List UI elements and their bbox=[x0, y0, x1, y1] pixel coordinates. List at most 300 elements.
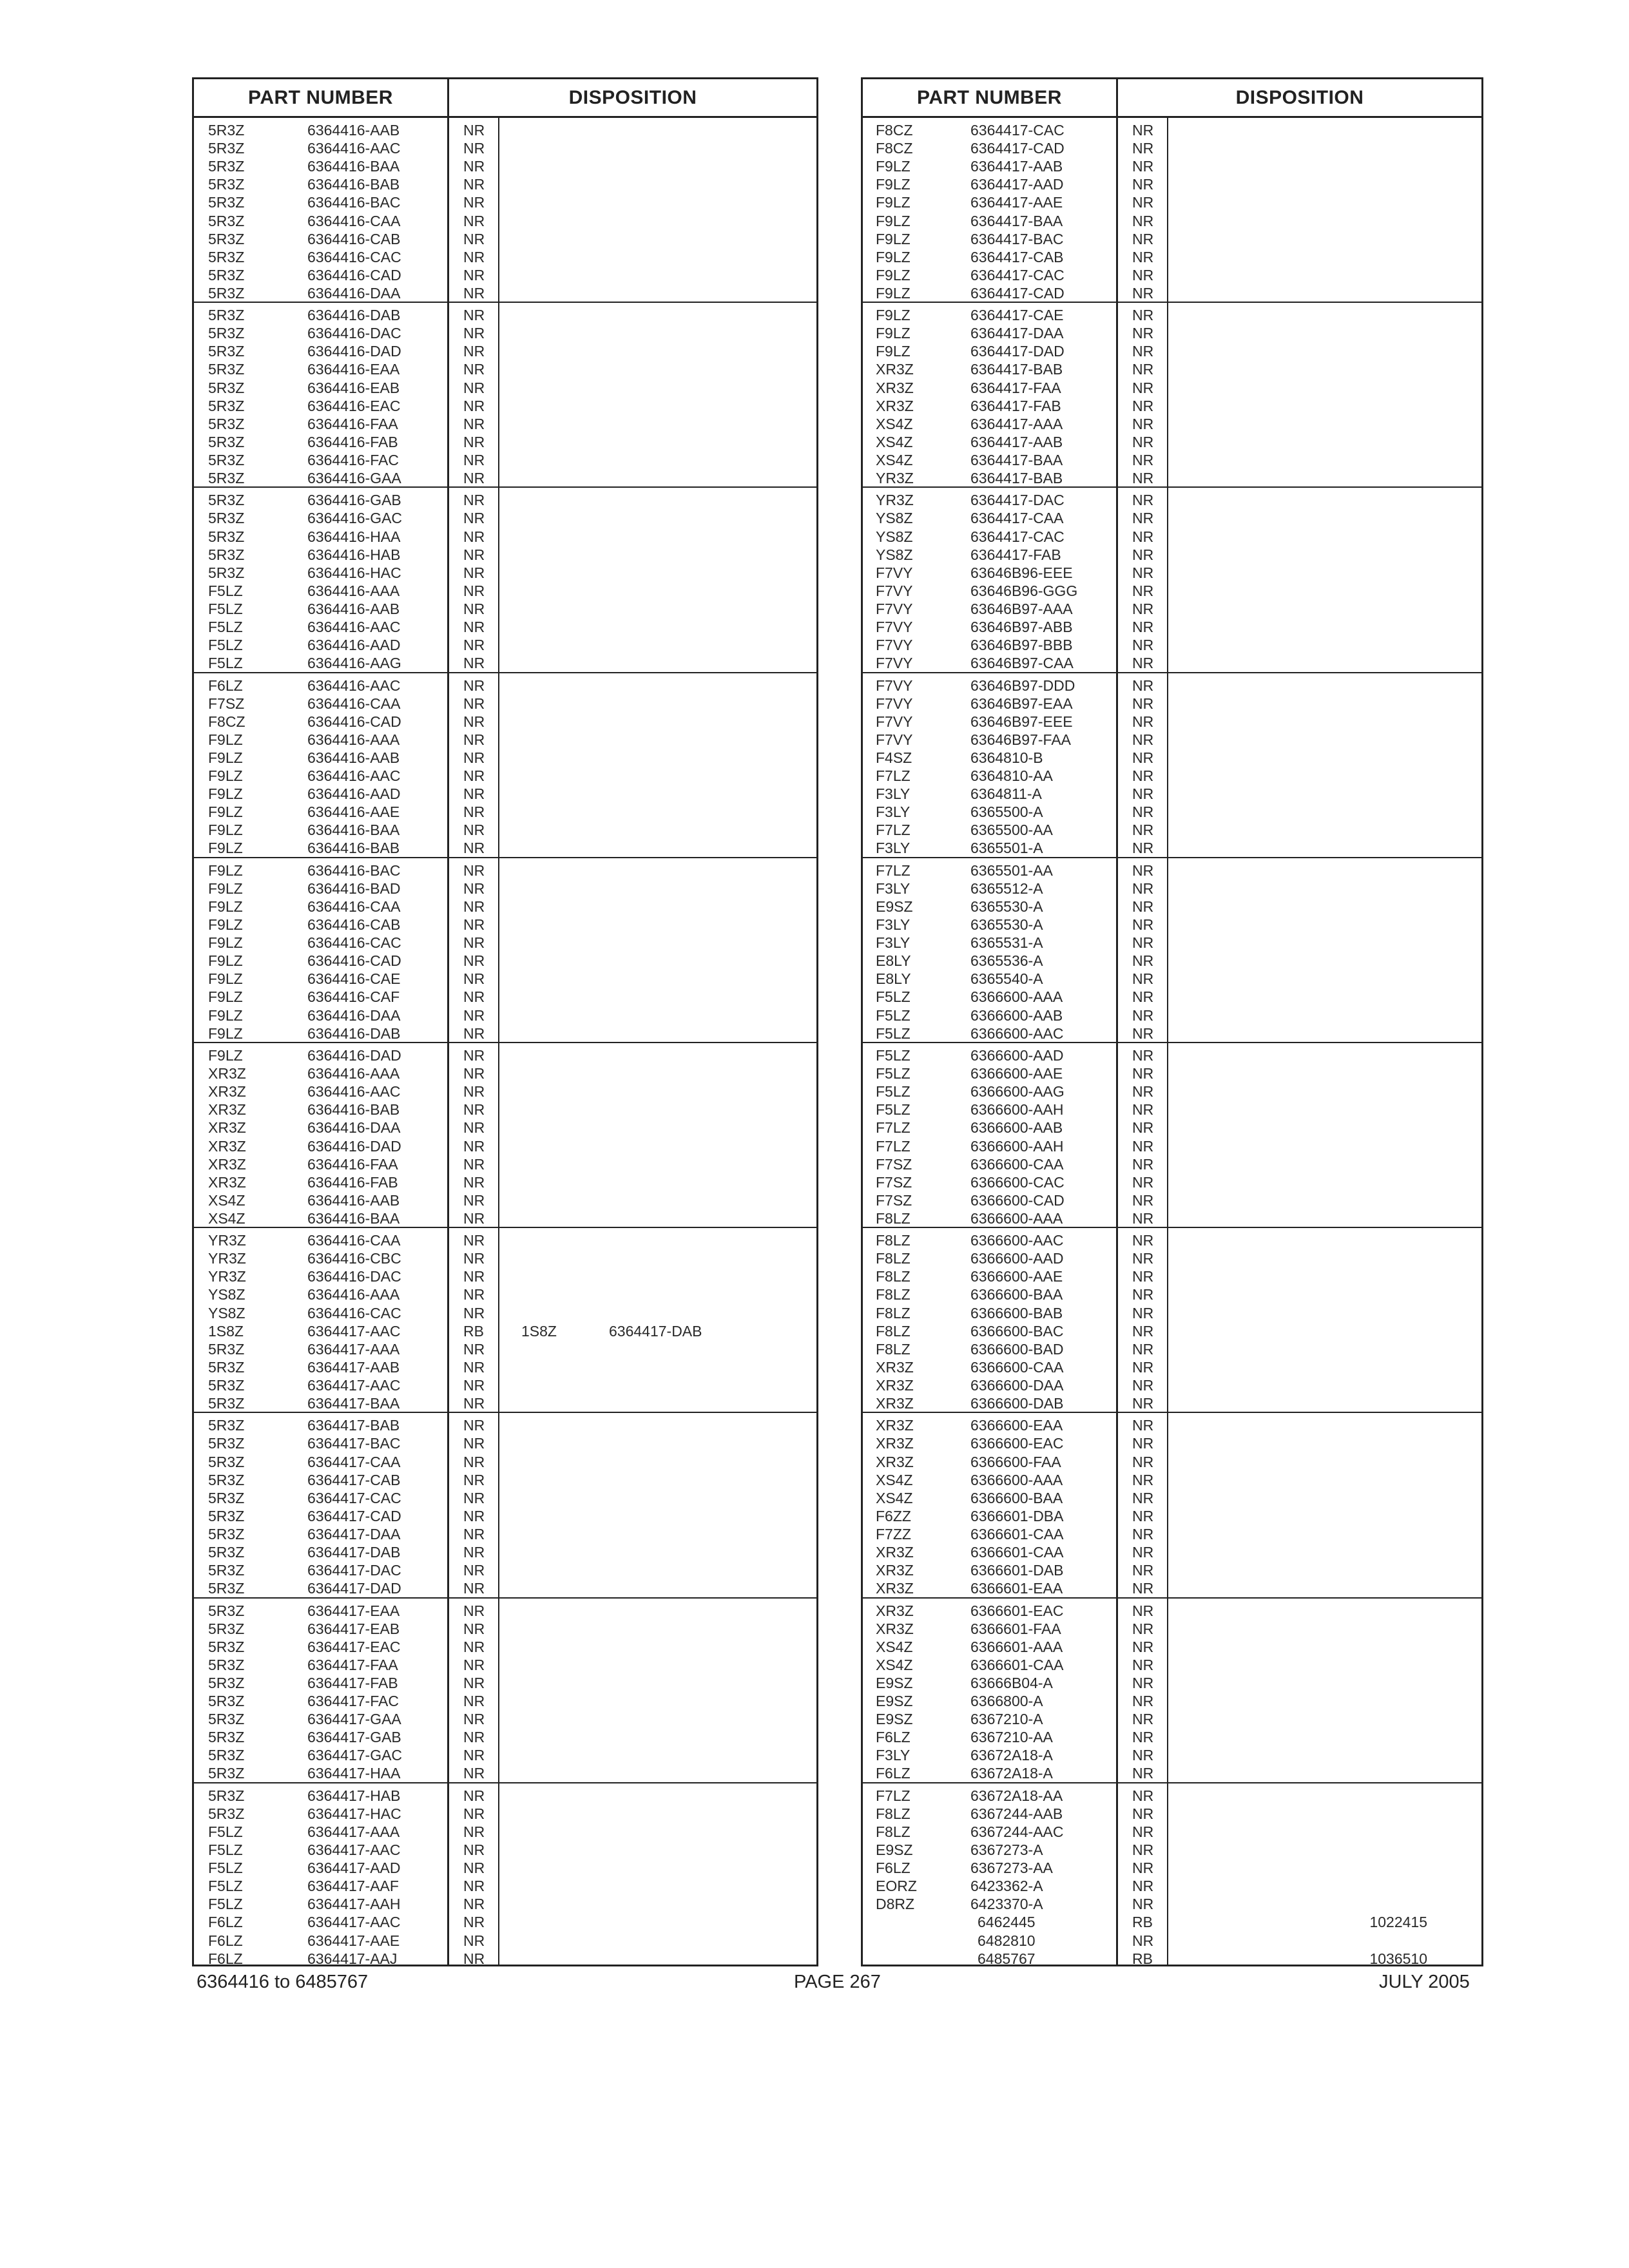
row-group bbox=[863, 858, 1481, 1043]
part-number: 6364416-DAD bbox=[307, 1137, 401, 1155]
disposition-code: NR bbox=[463, 451, 485, 468]
part-number: 6482810 bbox=[978, 1932, 1036, 1949]
part-prefix: 5R3Z bbox=[208, 1620, 245, 1637]
part-prefix: XR3Z bbox=[208, 1101, 246, 1119]
table-row bbox=[194, 343, 816, 361]
part-prefix: 5R3Z bbox=[208, 1489, 245, 1506]
disposition-code: NR bbox=[1132, 1693, 1154, 1710]
part-number: 6364417-FAC bbox=[307, 1693, 399, 1710]
table-row bbox=[194, 731, 816, 749]
disposition-code: NR bbox=[463, 1453, 485, 1470]
disposition-code: NR bbox=[1132, 307, 1154, 324]
disposition-code: NR bbox=[1132, 619, 1154, 636]
part-prefix: 5R3Z bbox=[208, 1435, 245, 1452]
page-range: 6364416 to 6485767 bbox=[197, 1972, 369, 1992]
part-prefix: XR3Z bbox=[876, 1544, 914, 1561]
part-prefix: XS4Z bbox=[876, 1471, 913, 1488]
part-prefix: 5R3Z bbox=[208, 1453, 245, 1470]
part-prefix: 5R3Z bbox=[208, 433, 245, 450]
part-prefix: F9LZ bbox=[208, 861, 243, 879]
disposition-code: NR bbox=[463, 1209, 485, 1227]
part-prefix: F9LZ bbox=[876, 266, 911, 284]
table-row bbox=[863, 1435, 1481, 1453]
part-prefix: 5R3Z bbox=[208, 1358, 245, 1376]
part-number: 6364417-BAA bbox=[307, 1395, 400, 1412]
part-prefix: F9LZ bbox=[876, 194, 911, 211]
part-prefix: F7VY bbox=[876, 713, 913, 730]
row-group bbox=[194, 1413, 816, 1598]
disposition-code: NR bbox=[1132, 1544, 1154, 1561]
part-prefix: 5R3Z bbox=[208, 343, 245, 360]
part-prefix: F5LZ bbox=[208, 637, 243, 654]
table-row bbox=[194, 1472, 816, 1490]
disposition-code: NR bbox=[1132, 582, 1154, 599]
table-row bbox=[863, 619, 1481, 637]
part-prefix: XS4Z bbox=[876, 1656, 913, 1673]
disposition-code: NR bbox=[1132, 1065, 1154, 1082]
part-prefix: F7VY bbox=[876, 564, 913, 581]
disposition-code: NR bbox=[1132, 415, 1154, 432]
table-row bbox=[863, 1765, 1481, 1783]
table-row bbox=[194, 158, 816, 176]
part-prefix: F9LZ bbox=[208, 916, 243, 934]
part-prefix: F3LY bbox=[876, 840, 911, 857]
table-row bbox=[863, 564, 1481, 582]
part-number: 6423362-A bbox=[970, 1878, 1043, 1895]
part-number: 6364416-AAE bbox=[307, 803, 400, 821]
disposition-code: NR bbox=[463, 212, 485, 229]
table-row bbox=[194, 1454, 816, 1472]
part-number: 6366600-AAG bbox=[970, 1083, 1065, 1100]
part-prefix: F6LZ bbox=[876, 1860, 911, 1877]
part-number: 6364417-CAC bbox=[970, 122, 1065, 139]
table-row bbox=[863, 343, 1481, 361]
table-row bbox=[194, 695, 816, 713]
part-prefix: F7VY bbox=[876, 637, 913, 654]
disposition-code: NR bbox=[463, 1083, 485, 1100]
table-row bbox=[194, 1711, 816, 1729]
part-number: 6364416-AAA bbox=[307, 1065, 400, 1082]
part-number: 6364416-DAB bbox=[307, 1024, 401, 1042]
part-number: 6364416-HAC bbox=[307, 564, 401, 581]
part-prefix: F8LZ bbox=[876, 1250, 911, 1267]
part-prefix: F9LZ bbox=[876, 230, 911, 247]
disposition-code: NR bbox=[1132, 325, 1154, 342]
disposition-code: NR bbox=[463, 1376, 485, 1394]
part-prefix: XR3Z bbox=[208, 1083, 246, 1100]
part-number: 6364416-CAC bbox=[307, 934, 401, 952]
disposition-code: NR bbox=[463, 1525, 485, 1542]
table-row bbox=[863, 934, 1481, 952]
disposition-code: NR bbox=[1132, 1805, 1154, 1822]
table-row bbox=[863, 1210, 1481, 1228]
part-number: 6364417-AAH bbox=[307, 1896, 401, 1913]
part-number: 6364417-GAA bbox=[307, 1711, 401, 1728]
part-number: 6367210-AA bbox=[970, 1729, 1053, 1746]
table-row bbox=[863, 1025, 1481, 1043]
part-prefix: F5LZ bbox=[876, 1101, 911, 1119]
part-prefix: F5LZ bbox=[876, 1047, 911, 1064]
part-prefix: XS4Z bbox=[876, 451, 913, 468]
part-prefix: XR3Z bbox=[208, 1155, 246, 1173]
disposition-code: NR bbox=[1132, 1286, 1154, 1303]
part-prefix: F9LZ bbox=[876, 176, 911, 193]
table-row bbox=[194, 1138, 816, 1156]
table-row bbox=[863, 1787, 1481, 1805]
disposition-code: NR bbox=[463, 1896, 485, 1913]
part-number: 6364416-FAB bbox=[307, 433, 398, 450]
part-prefix: E9SZ bbox=[876, 1674, 913, 1691]
part-prefix: F3LY bbox=[876, 1747, 911, 1764]
table-row bbox=[194, 1657, 816, 1675]
disposition-code: NR bbox=[463, 1155, 485, 1173]
disposition-code: NR bbox=[463, 1507, 485, 1524]
part-number: 6364417-CAB bbox=[970, 248, 1064, 265]
disposition-code: NR bbox=[463, 695, 485, 712]
disposition-code: NR bbox=[463, 1693, 485, 1710]
part-prefix: 5R3Z bbox=[208, 470, 245, 487]
table-row bbox=[863, 1323, 1481, 1341]
part-number: 6366600-BAB bbox=[970, 1304, 1063, 1321]
part-number: 6364417-DAA bbox=[970, 325, 1064, 342]
row-group bbox=[863, 303, 1481, 488]
table-row bbox=[194, 1602, 816, 1620]
disposition-code: NR bbox=[463, 713, 485, 730]
disposition-code: NR bbox=[1132, 1232, 1154, 1249]
table-row bbox=[194, 122, 816, 140]
disposition-code: NR bbox=[1132, 1841, 1154, 1859]
disposition-code: NR bbox=[1132, 379, 1154, 396]
disposition-code: NR bbox=[463, 343, 485, 360]
table-row bbox=[863, 1747, 1481, 1765]
disposition-code: NR bbox=[463, 1602, 485, 1619]
table-row bbox=[194, 1305, 816, 1323]
table-row bbox=[863, 416, 1481, 434]
part-prefix: XR3Z bbox=[208, 1119, 246, 1137]
table-row bbox=[863, 176, 1481, 194]
part-prefix: 5R3Z bbox=[208, 1711, 245, 1728]
part-prefix: F5LZ bbox=[208, 1860, 243, 1877]
disposition-code: NR bbox=[463, 379, 485, 396]
part-prefix: XR3Z bbox=[876, 1620, 914, 1637]
disposition-code: NR bbox=[463, 1191, 485, 1209]
table-row bbox=[863, 1305, 1481, 1323]
part-prefix: YR3Z bbox=[876, 492, 914, 509]
part-number: 6364416-DAA bbox=[307, 1119, 401, 1137]
table-row bbox=[863, 1341, 1481, 1359]
part-prefix: 5R3Z bbox=[208, 361, 245, 378]
part-number: 6364417-DAC bbox=[970, 492, 1065, 509]
part-prefix: F9LZ bbox=[208, 970, 243, 988]
part-prefix: F6LZ bbox=[208, 1914, 243, 1931]
part-number: 6367210-A bbox=[970, 1711, 1043, 1728]
part-number: 6364417-CAC bbox=[970, 528, 1065, 545]
disposition-code: NR bbox=[463, 1173, 485, 1191]
disposition-code: NR bbox=[463, 528, 485, 545]
row-group bbox=[863, 1783, 1481, 1968]
disposition-code: NR bbox=[1132, 1674, 1154, 1691]
table-row bbox=[863, 1395, 1481, 1413]
table-row bbox=[194, 1119, 816, 1137]
disposition-code: NR bbox=[463, 1395, 485, 1412]
part-number: 6364416-CAA bbox=[307, 695, 401, 712]
part-number-header: PART NUMBER bbox=[248, 87, 393, 108]
part-number: 6364416-FAC bbox=[307, 451, 399, 468]
disposition-code: NR bbox=[1132, 1562, 1154, 1579]
table-row bbox=[194, 452, 816, 470]
table-row bbox=[863, 307, 1481, 325]
table-row bbox=[863, 1544, 1481, 1562]
part-number: 6364417-DAC bbox=[307, 1562, 401, 1579]
disposition-code: NR bbox=[463, 1562, 485, 1579]
table-row bbox=[863, 1377, 1481, 1395]
table-row bbox=[863, 546, 1481, 564]
disposition-code: NR bbox=[1132, 1191, 1154, 1209]
table-row bbox=[194, 1435, 816, 1453]
part-prefix: EORZ bbox=[876, 1878, 917, 1895]
part-number: 6364416-CAF bbox=[307, 988, 400, 1006]
disposition-code: NR bbox=[1132, 176, 1154, 193]
table-row bbox=[863, 285, 1481, 303]
table-row bbox=[194, 1544, 816, 1562]
part-number: 6364416-AAC bbox=[307, 767, 401, 785]
disposition-code: NR bbox=[1132, 510, 1154, 527]
table-row bbox=[194, 785, 816, 803]
disposition-code: NR bbox=[463, 861, 485, 879]
table-row bbox=[194, 1377, 816, 1395]
replacement-prefix: 1S8Z bbox=[521, 1322, 557, 1340]
part-prefix: F8LZ bbox=[876, 1268, 911, 1285]
disposition-code: NR bbox=[1132, 898, 1154, 915]
table-row bbox=[863, 1490, 1481, 1508]
disposition-code: NR bbox=[1132, 122, 1154, 139]
disposition-code: NR bbox=[463, 230, 485, 247]
disposition-code: NR bbox=[1132, 1638, 1154, 1655]
part-number: 6367273-A bbox=[970, 1841, 1043, 1859]
table-row bbox=[863, 1602, 1481, 1620]
disposition-code: NR bbox=[1132, 1024, 1154, 1042]
row-group bbox=[194, 488, 816, 673]
part-prefix: F6ZZ bbox=[876, 1507, 911, 1524]
part-number: 63646B97-AAA bbox=[970, 600, 1073, 617]
disposition-code: NR bbox=[463, 361, 485, 378]
part-prefix: XR3Z bbox=[208, 1065, 246, 1082]
table-row bbox=[194, 470, 816, 488]
row-group bbox=[863, 488, 1481, 673]
part-prefix: F7VY bbox=[876, 619, 913, 636]
part-number: 6364416-DAD bbox=[307, 343, 401, 360]
disposition-code: NR bbox=[463, 158, 485, 175]
part-number: 6364417-FAB bbox=[307, 1674, 398, 1691]
disposition-code: NR bbox=[463, 803, 485, 821]
table-row bbox=[194, 601, 816, 619]
part-number: 6364416-AAB bbox=[307, 122, 400, 139]
table-row bbox=[863, 822, 1481, 840]
part-prefix: F3LY bbox=[876, 803, 911, 821]
disposition-code: NR bbox=[1132, 1823, 1154, 1840]
part-prefix: F9LZ bbox=[876, 284, 911, 302]
part-prefix: F7LZ bbox=[876, 1787, 911, 1804]
part-number: 6364416-AAD bbox=[307, 637, 401, 654]
disposition-code: NR bbox=[463, 1471, 485, 1488]
table-row bbox=[863, 1417, 1481, 1435]
table-row bbox=[863, 1508, 1481, 1526]
part-prefix: 5R3Z bbox=[208, 1602, 245, 1619]
table-row bbox=[863, 1950, 1481, 1968]
table-row bbox=[863, 898, 1481, 916]
table-row bbox=[863, 952, 1481, 970]
table-row bbox=[194, 140, 816, 158]
part-prefix: XR3Z bbox=[876, 1376, 914, 1394]
table-row bbox=[194, 822, 816, 840]
part-number: 6364416-FAB bbox=[307, 1173, 398, 1191]
table-row bbox=[194, 267, 816, 285]
part-number: 6364417-CAB bbox=[307, 1471, 401, 1488]
disposition-code: NR bbox=[1132, 822, 1154, 839]
disposition-code: NR bbox=[1132, 916, 1154, 934]
part-number: 6366601-EAA bbox=[970, 1580, 1063, 1597]
part-number: 6366600-CAD bbox=[970, 1191, 1065, 1209]
disposition-code: NR bbox=[463, 1787, 485, 1804]
table-row bbox=[194, 898, 816, 916]
table-row bbox=[863, 695, 1481, 713]
part-number: 6364417-AAC bbox=[307, 1914, 401, 1931]
part-number: 6364417-CAD bbox=[970, 284, 1065, 302]
part-number: 6364417-HAA bbox=[307, 1765, 401, 1782]
part-number: 6366600-EAC bbox=[970, 1435, 1064, 1452]
part-prefix: F3LY bbox=[876, 916, 911, 934]
part-number: 6364416-AAC bbox=[307, 1083, 401, 1100]
part-number: 6364416-BAB bbox=[307, 1101, 400, 1119]
part-prefix: 5R3Z bbox=[208, 1562, 245, 1579]
table-row bbox=[194, 970, 816, 988]
part-number: 6364416-HAA bbox=[307, 528, 401, 545]
part-prefix: 5R3Z bbox=[208, 1580, 245, 1597]
table-row bbox=[194, 988, 816, 1006]
disposition-code: NR bbox=[463, 1932, 485, 1949]
disposition-code: NR bbox=[1132, 433, 1154, 450]
part-prefix: E8LY bbox=[876, 952, 911, 970]
disposition-code: NR bbox=[1132, 230, 1154, 247]
replacement-number: 6364417-DAB bbox=[609, 1322, 702, 1340]
part-prefix: XR3Z bbox=[876, 379, 914, 396]
disposition-code: NR bbox=[1132, 1047, 1154, 1064]
table-row bbox=[194, 194, 816, 212]
part-number: 6364416-AAB bbox=[307, 1191, 400, 1209]
part-number: 6366600-AAH bbox=[970, 1137, 1064, 1155]
disposition-code: NR bbox=[1132, 637, 1154, 654]
table-row bbox=[863, 1657, 1481, 1675]
part-prefix: F7SZ bbox=[876, 1173, 912, 1191]
part-prefix: XR3Z bbox=[876, 1395, 914, 1412]
table-row bbox=[863, 970, 1481, 988]
disposition-code: NR bbox=[463, 122, 485, 139]
part-prefix: F4SZ bbox=[876, 749, 912, 766]
part-prefix: F9LZ bbox=[208, 803, 243, 821]
disposition-code: RB bbox=[1132, 1950, 1153, 1967]
part-number: 6364416-EAC bbox=[307, 397, 401, 414]
part-prefix: F9LZ bbox=[208, 785, 243, 803]
disposition-code: NR bbox=[463, 731, 485, 748]
part-number: 6366600-AAD bbox=[970, 1250, 1064, 1267]
disposition-code: NR bbox=[1132, 1155, 1154, 1173]
table-row bbox=[863, 840, 1481, 858]
part-prefix: F9LZ bbox=[876, 325, 911, 342]
part-prefix: F6LZ bbox=[208, 1950, 243, 1967]
part-number: 6365536-A bbox=[970, 952, 1043, 970]
table-row bbox=[194, 1526, 816, 1544]
disposition-code: NR bbox=[463, 767, 485, 785]
table-row bbox=[863, 267, 1481, 285]
part-prefix: F8CZ bbox=[208, 713, 246, 730]
part-prefix: 5R3Z bbox=[208, 1765, 245, 1782]
part-prefix: F8LZ bbox=[876, 1322, 911, 1340]
disposition-code: NR bbox=[1132, 970, 1154, 988]
table-row bbox=[194, 840, 816, 858]
table-row bbox=[194, 713, 816, 731]
disposition-code: NR bbox=[463, 1065, 485, 1082]
part-prefix: F5LZ bbox=[876, 1006, 911, 1024]
part-number: 6364417-HAB bbox=[307, 1787, 401, 1804]
table-row bbox=[194, 416, 816, 434]
table-row bbox=[863, 582, 1481, 601]
table-row bbox=[863, 1805, 1481, 1823]
disposition-code: NR bbox=[463, 619, 485, 636]
table-header bbox=[194, 79, 816, 118]
table-row bbox=[194, 1580, 816, 1598]
part-number: 6364417-FAA bbox=[970, 379, 1061, 396]
part-prefix: F7VY bbox=[876, 582, 913, 599]
part-number: 6364417-DAD bbox=[307, 1580, 401, 1597]
part-prefix: XR3Z bbox=[876, 1602, 914, 1619]
part-prefix: 5R3Z bbox=[208, 194, 245, 211]
part-number: 6364416-BAC bbox=[307, 194, 401, 211]
part-prefix: E8LY bbox=[876, 970, 911, 988]
part-number: 6366601-AAA bbox=[970, 1638, 1063, 1655]
part-number: 6364416-BAA bbox=[307, 158, 400, 175]
disposition-code: NR bbox=[1132, 713, 1154, 730]
part-number: 6364417-HAC bbox=[307, 1805, 401, 1822]
part-number: 63646B97-FAA bbox=[970, 731, 1072, 748]
disposition-code: NR bbox=[463, 492, 485, 509]
part-number: 6366600-AAA bbox=[970, 1471, 1063, 1488]
part-prefix: F9LZ bbox=[208, 1006, 243, 1024]
table-row bbox=[863, 862, 1481, 880]
disposition-code: NR bbox=[1132, 248, 1154, 265]
part-number: 6366600-AAA bbox=[970, 1209, 1063, 1227]
part-prefix: D8RZ bbox=[876, 1896, 915, 1913]
part-prefix: 5R3Z bbox=[208, 1638, 245, 1655]
table-row bbox=[194, 1417, 816, 1435]
table-row bbox=[863, 767, 1481, 785]
part-number: 6367244-AAC bbox=[970, 1823, 1064, 1840]
table-row bbox=[863, 1083, 1481, 1101]
part-prefix: F9LZ bbox=[208, 731, 243, 748]
table-row bbox=[194, 1341, 816, 1359]
disposition-code: NR bbox=[463, 952, 485, 970]
part-prefix: XS4Z bbox=[876, 1638, 913, 1655]
disposition-code: NR bbox=[1132, 1765, 1154, 1782]
part-prefix: XR3Z bbox=[876, 397, 914, 414]
part-number: 6364416-CAA bbox=[307, 898, 401, 915]
disposition-code: NR bbox=[463, 600, 485, 617]
disposition-code: NR bbox=[463, 415, 485, 432]
part-prefix: 5R3Z bbox=[208, 1805, 245, 1822]
part-number: 63646B97-BBB bbox=[970, 637, 1073, 654]
part-number: 6364416-CAB bbox=[307, 230, 401, 247]
table-row bbox=[863, 194, 1481, 212]
part-number: 6364416-BAB bbox=[307, 176, 400, 193]
